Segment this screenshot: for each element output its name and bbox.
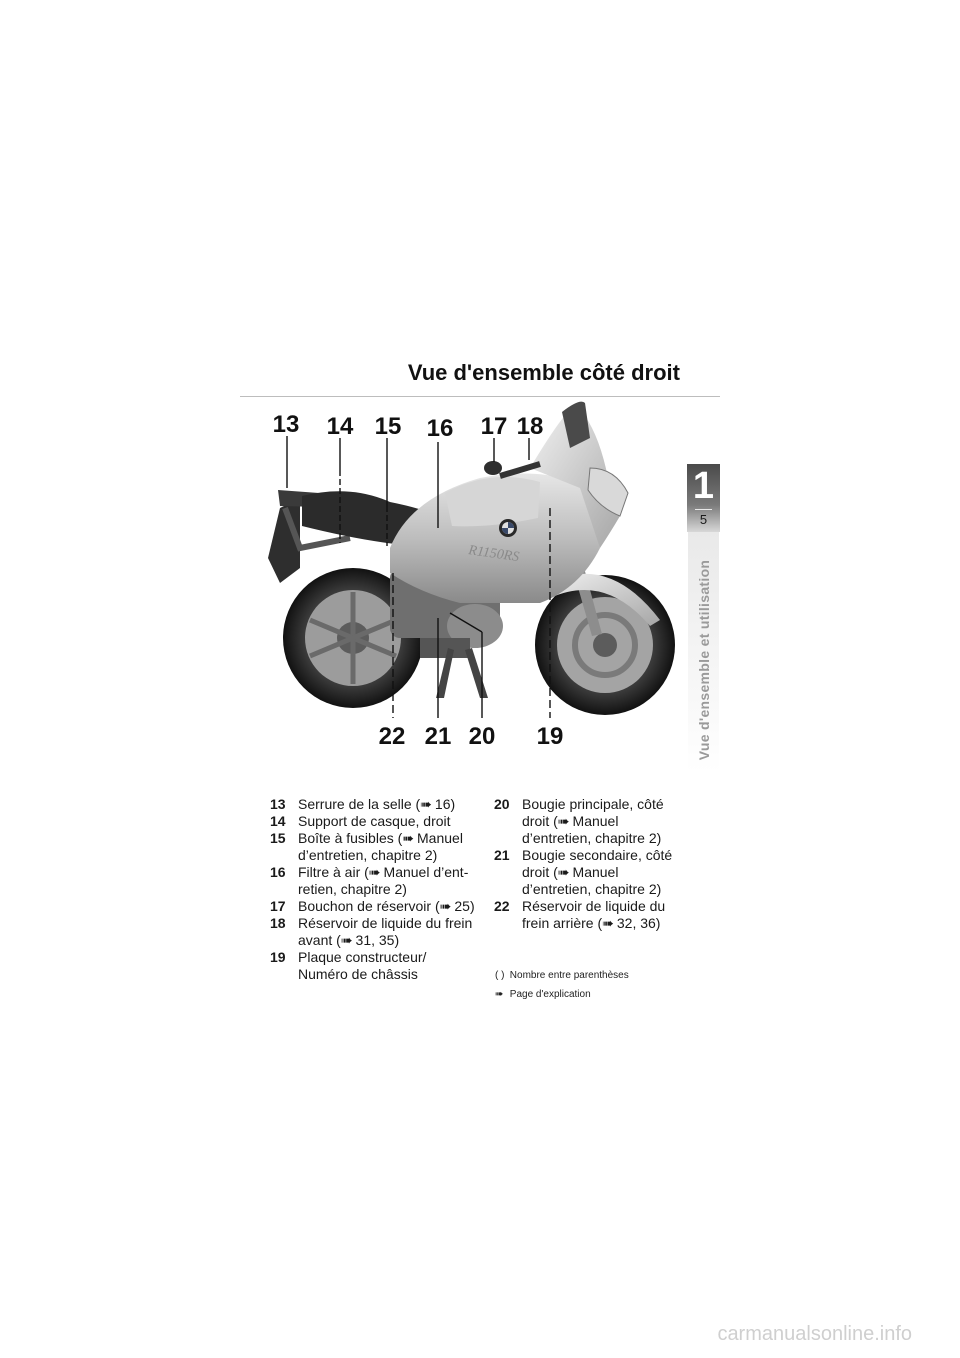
- callout-17: 17: [480, 413, 508, 440]
- tank: [445, 477, 540, 526]
- title-divider: [240, 396, 720, 397]
- arrow-icon: ➠: [439, 898, 452, 914]
- callout-21: 21: [424, 723, 452, 750]
- note-parentheses: ( ) Nombre entre parenthèses: [495, 970, 629, 981]
- chapter-divider: [695, 509, 712, 510]
- arrow-icon: ➠: [340, 932, 353, 948]
- watermark: carmanualsonline.info: [717, 1323, 912, 1345]
- legend-left: [270, 796, 480, 983]
- arrow-icon: ➠: [420, 796, 432, 812]
- legend-item-21: 21 Bougie secondaire, côté droit (➠ Manuel d’entretien, chapitre 2): [494, 847, 673, 897]
- callout-20: 20: [468, 723, 496, 750]
- arrow-icon: ➠: [368, 864, 381, 880]
- page-number: 5: [699, 512, 708, 527]
- chapter-number: 1: [692, 465, 715, 507]
- legend-item-22: 22 Réservoir de liquide du frein arrière (➠ 32, 36): [494, 898, 666, 931]
- callout-18: 18: [516, 413, 544, 440]
- callout-14: 14: [326, 413, 354, 440]
- callout-19: 19: [536, 723, 564, 750]
- callout-15: 15: [374, 413, 402, 440]
- arrow-icon: ➠: [557, 813, 570, 829]
- motorcycle-illustration: [268, 402, 675, 715]
- arrow-icon: ➠: [557, 864, 570, 880]
- legend-item-15: 15 Boîte à fusibles (➠ Manuel d’entretien, chapitre 2): [270, 830, 463, 863]
- symbol-notes: [495, 969, 629, 1007]
- chapter-tab: [687, 464, 720, 532]
- note-page-ref: ➠ Page d'explication: [495, 989, 591, 1000]
- chapter-side-label: Vue d'ensemble et utilisation: [696, 559, 712, 761]
- legend-item-13: 13 Serrure de la selle (➠ 16): [270, 796, 456, 812]
- model-logo: R1150RS: [467, 543, 521, 566]
- arrow-icon: ➠: [402, 830, 415, 846]
- callout-13: 13: [272, 411, 300, 438]
- legend-right: [494, 796, 688, 932]
- arrow-icon: ➠: [602, 915, 614, 931]
- callout-16: 16: [426, 415, 454, 442]
- legend-item-18: 18 Réservoir de liquide du frein avant (➠ 31, 35): [270, 915, 473, 948]
- legend-item-17: 17 Bouchon de réservoir (➠ 25): [270, 898, 475, 914]
- mirror: [484, 461, 502, 475]
- legend-item-20: 20 Bougie principale, côté droit (➠ Manuel d’entretien, chapitre 2): [494, 796, 664, 846]
- arrow-icon: ➠: [495, 989, 504, 1000]
- legend-item-16: 16 Filtre à air (➠ Manuel d’ent- retien, chapitre 2): [270, 864, 469, 897]
- page-title: Vue d'ensemble côté droit: [407, 360, 680, 385]
- legend-item-14: 14 Support de casque, droit: [270, 813, 451, 829]
- legend-item-19: 19 Plaque constructeur/ Numéro de châssis: [270, 949, 427, 982]
- motorcycle-figure: [240, 398, 685, 770]
- callout-22: 22: [378, 723, 406, 750]
